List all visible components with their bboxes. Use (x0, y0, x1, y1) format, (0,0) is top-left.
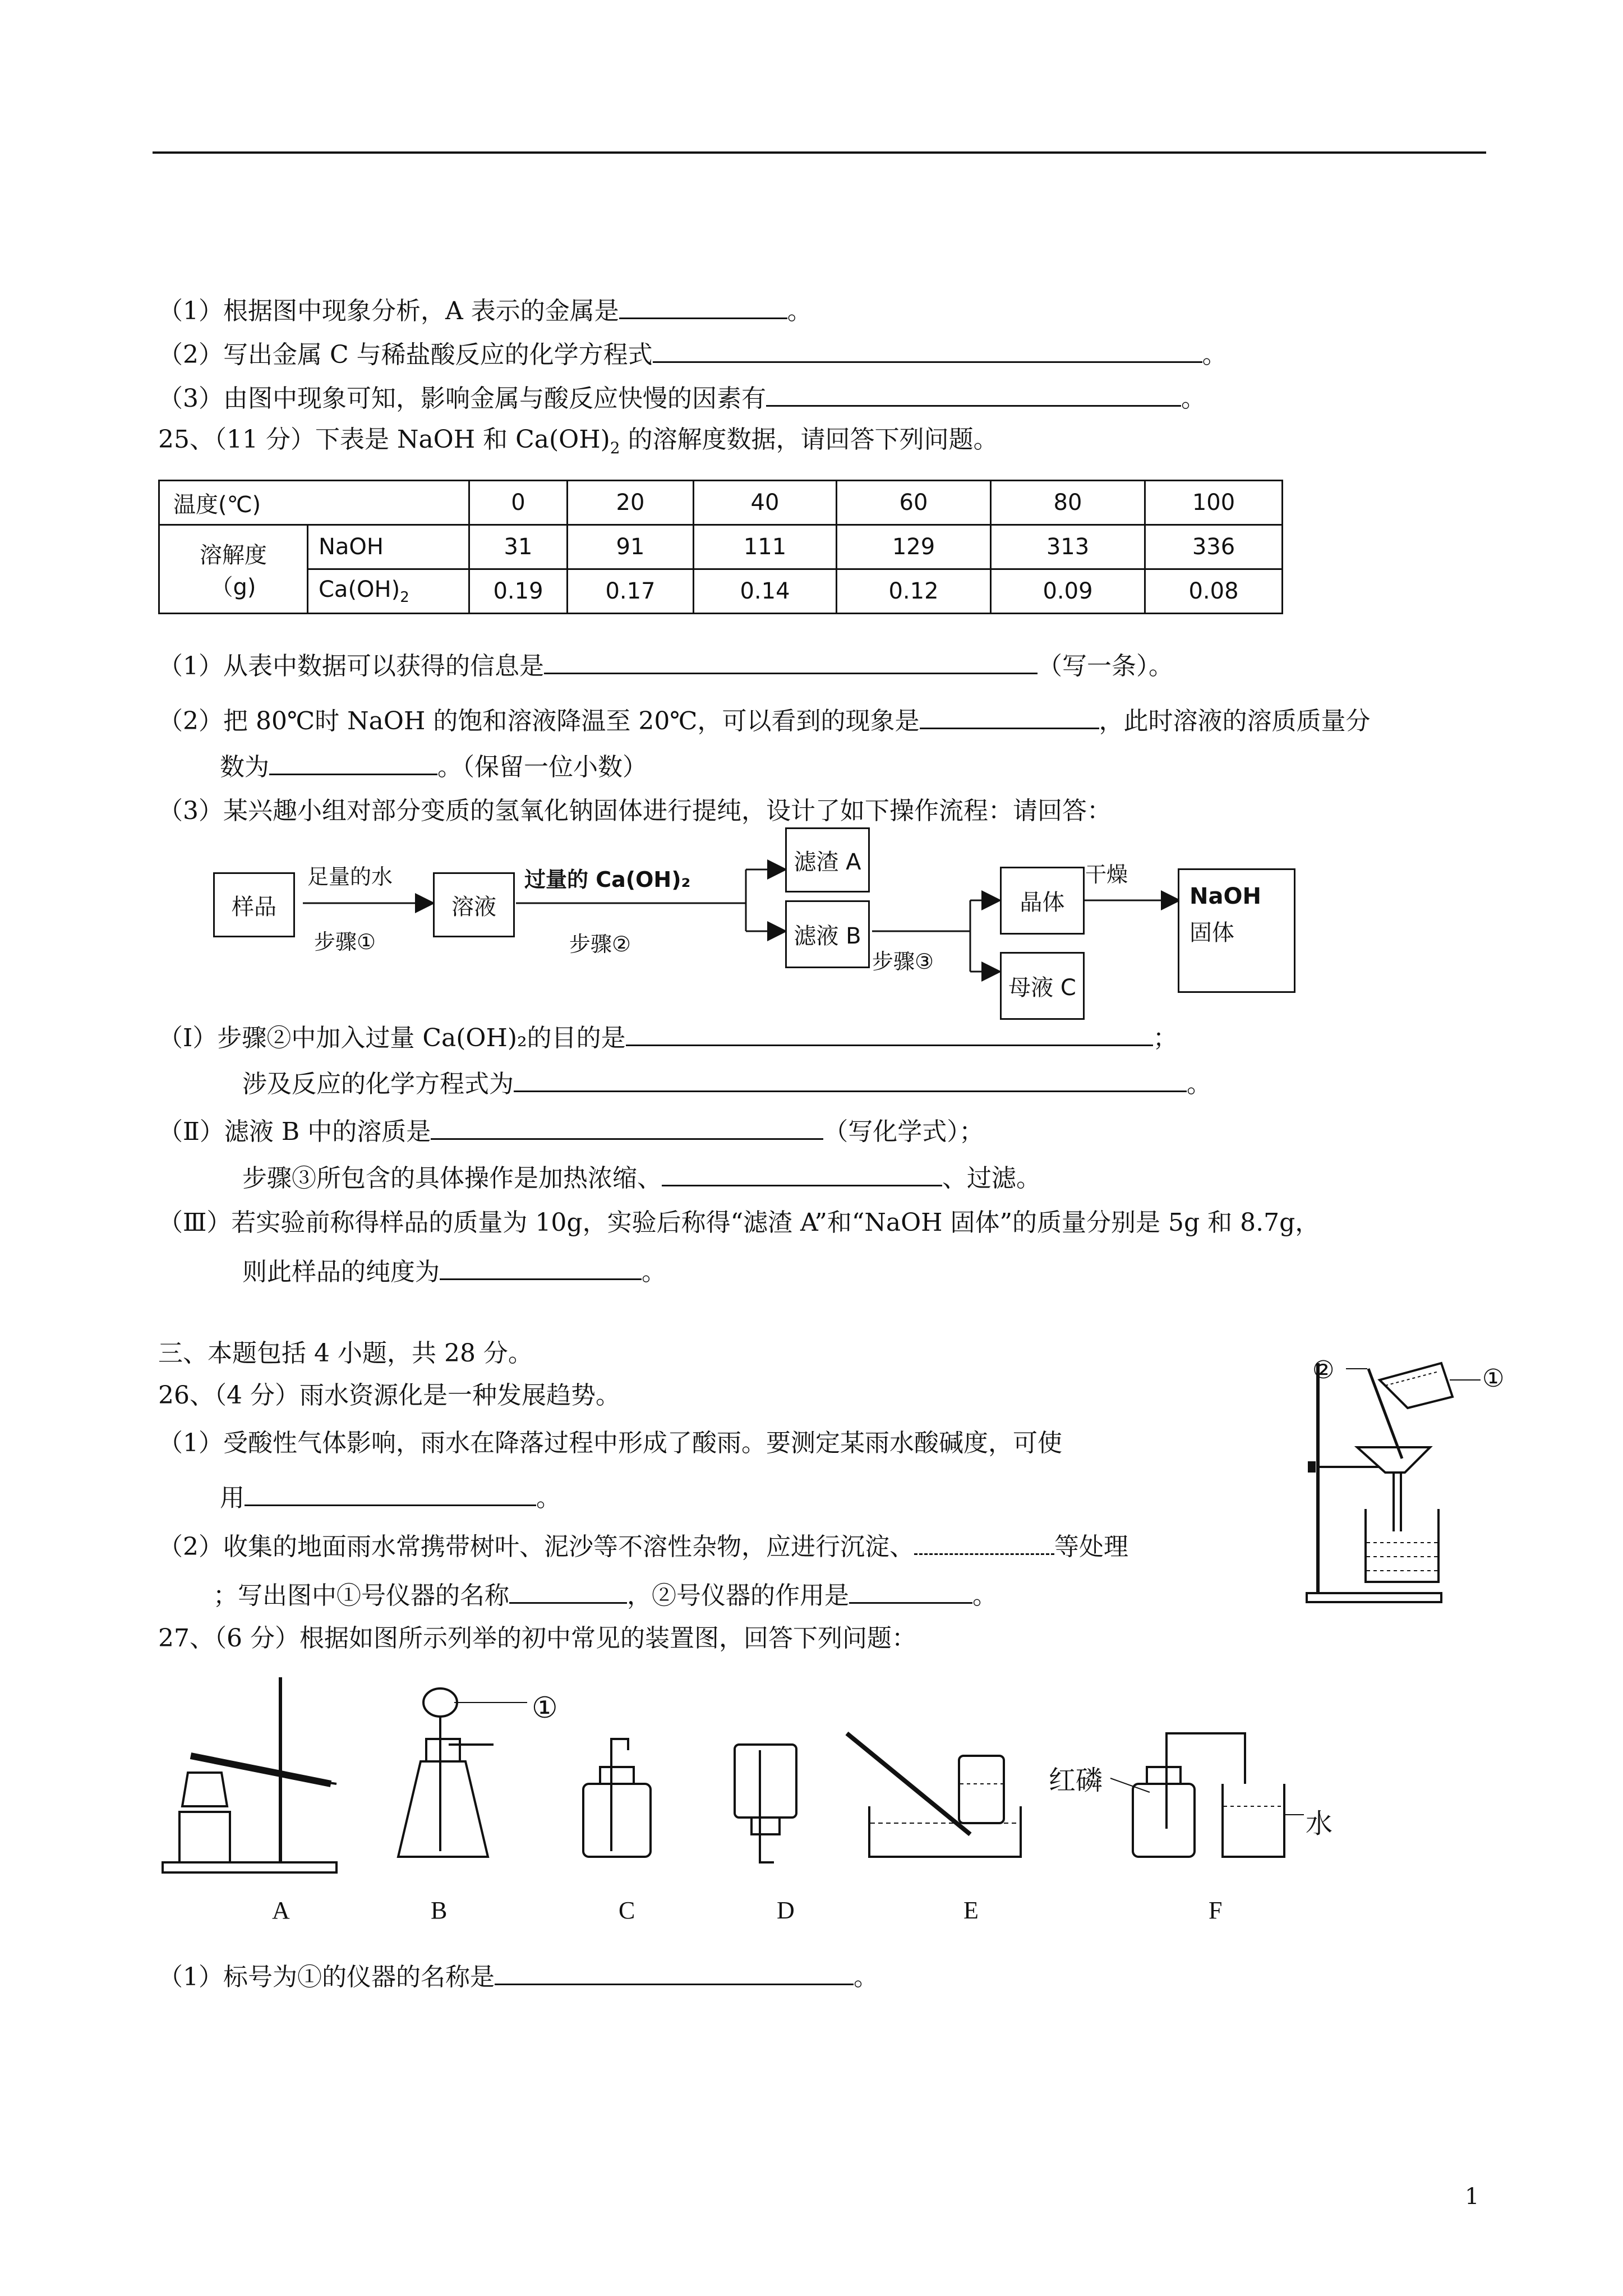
naoh-value: 129 (837, 525, 991, 569)
naoh-label: NaOH (308, 525, 469, 569)
section3-heading: 三、本题包括 4 小题，共 28 分。 (158, 1339, 533, 1368)
q24-part2: （2）写出金属 C 与稀盐酸反应的化学方程式 。 (158, 337, 1227, 371)
caoh-value: 0.12 (837, 569, 991, 614)
temp-header: 温度(℃) (159, 481, 469, 525)
q25-part1: （1）从表中数据可以获得的信息是 （写一条）。 (158, 648, 1173, 682)
caoh-value: 0.08 (1145, 569, 1283, 614)
caoh-value: 0.19 (469, 569, 568, 614)
red-phosphorus-label: 红磷 (1049, 1765, 1103, 1796)
naoh-value: 336 (1145, 525, 1283, 569)
q25-part2: （2）把 80℃时 NaOH 的饱和溶液降温至 20℃，可以看到的现象是 ，此时溶液的溶质质量分 (158, 703, 1371, 737)
q26-part1-line2: 用 。 (220, 1480, 561, 1514)
caoh-value: 0.09 (991, 569, 1145, 614)
q25-I-line2: 涉及反应的化学方程式为 。 (242, 1066, 1211, 1100)
apparatus-label: B (431, 1897, 448, 1924)
apparatus-label: A (272, 1897, 290, 1924)
q27-marker-1: ① (532, 1691, 558, 1725)
q25-III-line2: 则此样品的纯度为 。 (242, 1254, 666, 1288)
naoh-value: 111 (694, 525, 837, 569)
apparatus-F (1110, 1733, 1304, 1857)
flow-naoh-text: NaOH (1189, 884, 1261, 909)
temp-cell: 60 (837, 481, 991, 525)
apparatus-E (847, 1733, 1021, 1857)
temp-cell: 80 (991, 481, 1145, 525)
flow-water-label: 足量的水 (307, 864, 393, 889)
lab-apparatus-row (157, 1672, 1335, 1907)
apparatus-C (583, 1739, 651, 1857)
q27-title: 27、（6 分）根据如图所示列举的初中常见的装置图，回答下列问题： (158, 1624, 916, 1653)
flow-solution-box: 溶液 (433, 872, 515, 937)
solubility-table (158, 480, 1283, 614)
temp-cell: 40 (694, 481, 837, 525)
q26-part1: （1）受酸性气体影响，雨水在降落过程中形成了酸雨。要测定某雨水酸碱度，可使 (158, 1429, 1062, 1457)
q25-title: 25、（11 分）下表是 NaOH 和 $Ca(OH)_2$ 的溶解度数据，请回答下列问题。 (158, 425, 998, 457)
flow-solid-text: 固体 (1189, 920, 1234, 946)
caoh-value: 0.14 (694, 569, 837, 614)
q24-part1: （1）根据图中现象分析，A 表示的金属是 。 (158, 293, 812, 327)
q25-part3: （3）某兴趣小组对部分变质的氢氧化钠固体进行提纯，设计了如下操作流程：请回答： (158, 797, 1112, 825)
q25-I-line1: （Ⅰ）步骤②中加入过量 Ca(OH)₂的目的是 ； (158, 1020, 1178, 1054)
q25-II-line2: 步骤③所包含的具体操作是加热浓缩、 、过滤。 (242, 1160, 1041, 1194)
naoh-value: 313 (991, 525, 1145, 569)
flow-crystal-box: 晶体 (1000, 867, 1085, 935)
flow-step3-label: 步骤③ (872, 949, 934, 974)
temp-cell: 100 (1145, 481, 1283, 525)
flow-step1-label: 步骤① (314, 930, 376, 954)
apparatus-B (398, 1688, 527, 1857)
q27-part1: （1）标号为①的仪器的名称是 。 (158, 1959, 878, 1993)
q26-marker-1: ① (1482, 1364, 1505, 1393)
q25-III-line1: （Ⅲ）若实验前称得样品的质量为 10g，实验后称得“滤渣 A”和“NaOH 固体”的质量分别是 5g 和 8.7g， (158, 1208, 1320, 1237)
solubility-text: 溶解度 (200, 542, 267, 568)
temp-cell: 0 (469, 481, 568, 525)
apparatus-A (163, 1677, 336, 1872)
apparatus-D (735, 1745, 796, 1862)
unit-text: （g) (210, 574, 256, 600)
flowchart-arrows (208, 825, 1329, 1015)
q25-part2-line2: 数为 。（保留一位小数） (220, 749, 647, 783)
page-number: 1 (1465, 2184, 1479, 2210)
q26-part2-line2: ；写出图中①号仪器的名称 ，②号仪器的作用是 。 (213, 1577, 997, 1612)
q26-part2: （2）收集的地面雨水常携带树叶、泥沙等不溶性杂物，应进行沉淀、 等处理 (158, 1529, 1128, 1563)
naoh-value: 91 (568, 525, 694, 569)
apparatus-label: D (777, 1897, 795, 1924)
flow-dry-label: 干燥 (1085, 862, 1128, 887)
q25-II-line1: （Ⅱ）滤液 B 中的溶质是 （写化学式）； (158, 1114, 984, 1148)
flow-naoh-box (1178, 868, 1295, 993)
naoh-value: 31 (469, 525, 568, 569)
apparatus-label: F (1209, 1897, 1223, 1924)
caoh-value: 0.17 (568, 569, 694, 614)
solubility-label (159, 525, 308, 614)
q26-title: 26、（4 分）雨水资源化是一种发展趋势。 (158, 1381, 620, 1410)
flow-sample-box: 样品 (213, 872, 295, 937)
q24-part3: （3）由图中现象可知，影响金属与酸反应快慢的因素有 。 (158, 380, 1206, 415)
q26-marker-2: ② (1312, 1356, 1335, 1384)
flow-residueA-box: 滤渣 A (785, 827, 870, 892)
caoh-label: $Ca(OH)_2$ (308, 569, 469, 614)
water-label: 水 (1306, 1808, 1333, 1839)
flow-step2-label: 步骤② (569, 932, 631, 956)
header-rule (153, 151, 1486, 154)
apparatus-label: E (963, 1897, 979, 1924)
flow-caoh-label: 过量的 Ca(OH)₂ (524, 867, 691, 892)
apparatus-label: C (619, 1897, 635, 1924)
flow-filtrateB-box: 滤液 B (785, 900, 870, 968)
temp-cell: 20 (568, 481, 694, 525)
flow-motherC-box: 母液 C (1000, 952, 1085, 1020)
